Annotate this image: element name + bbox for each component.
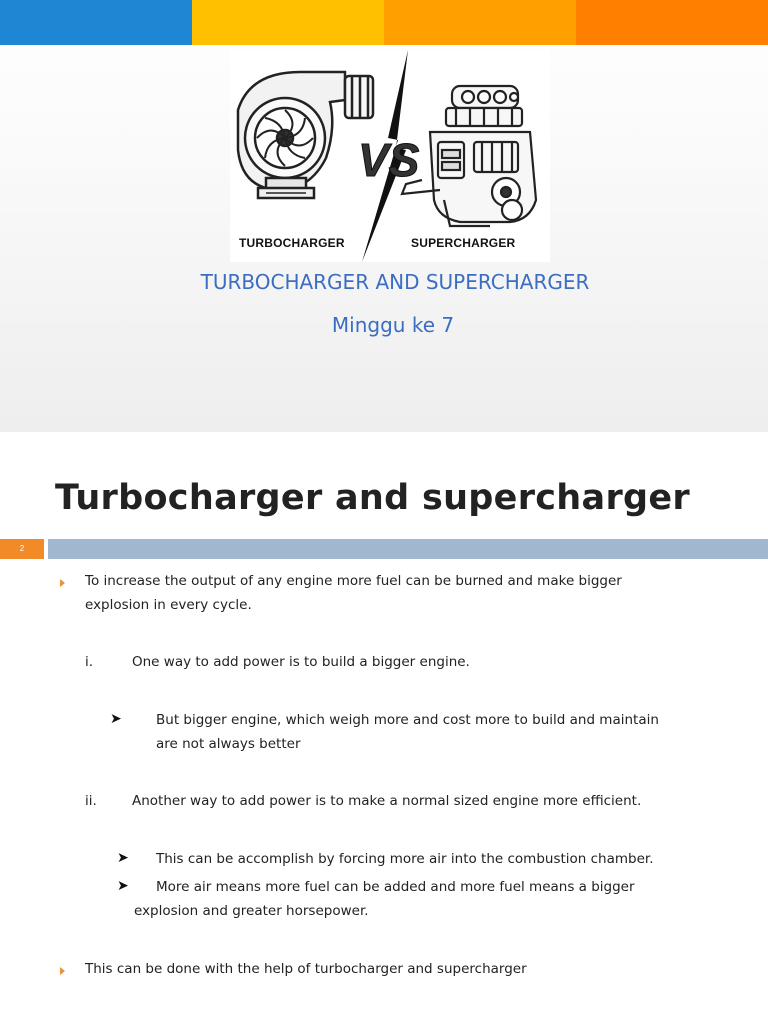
content-slide xyxy=(0,432,768,1024)
top-color-bar-blue xyxy=(0,0,192,45)
svg-text:VS: VS xyxy=(358,134,420,186)
sub-i-line-1: But bigger engine, which weigh more and cost more to build and maintain xyxy=(156,712,659,728)
top-color-bar-orange xyxy=(384,0,576,45)
title-slide xyxy=(0,0,768,432)
content-slide-title: Turbocharger and supercharger xyxy=(55,478,690,518)
turbocharger-label: TURBOCHARGER xyxy=(239,236,345,250)
sub-ii-item-2-line-2: explosion and greater horsepower. xyxy=(134,903,369,919)
item-ii-marker: ii. xyxy=(85,793,97,809)
slide-number-badge: 2 xyxy=(0,539,44,559)
arrow-bullet-icon: ➤ xyxy=(110,711,122,727)
turbocharger-icon xyxy=(238,72,373,198)
sub-i-line-2: are not always better xyxy=(156,736,301,752)
supercharger-icon xyxy=(402,86,536,226)
item-ii-text: Another way to add power is to make a normal sized engine more efficient. xyxy=(132,793,642,809)
slide-subtitle: Minggu ke 7 xyxy=(331,313,455,337)
illustration-graphic xyxy=(230,50,550,262)
sub-ii-item-2-line-1: More air means more fuel can be added and more fuel means a bigger xyxy=(156,879,635,895)
supercharger-label: SUPERCHARGER xyxy=(411,236,516,250)
vs-icon xyxy=(358,134,420,186)
top-color-bar-dark-orange xyxy=(576,0,768,45)
top-color-bar-yellow xyxy=(192,0,384,45)
item-i-text: One way to add power is to build a bigger engine. xyxy=(132,654,470,670)
bullet-1-line-1: To increase the output of any engine more fuel can be burned and make bigger xyxy=(85,573,622,589)
item-i-marker: i. xyxy=(85,654,94,670)
arrow-bullet-icon: ➤ xyxy=(117,850,129,866)
bullet-1-line-2: explosion in every cycle. xyxy=(85,597,252,613)
turbo-vs-super-illustration xyxy=(230,50,550,262)
arrow-bullet-icon: ➤ xyxy=(117,878,129,894)
header-divider-bar xyxy=(48,539,768,559)
bullet-marker-icon xyxy=(60,579,65,587)
bullet-2-text: This can be done with the help of turbocharger and supercharger xyxy=(85,961,527,977)
sub-ii-item-1: This can be accomplish by forcing more air into the combustion chamber. xyxy=(156,851,654,867)
bullet-marker-icon xyxy=(60,967,65,975)
slide-title: TURBOCHARGER AND SUPERCHARGER xyxy=(200,270,590,294)
